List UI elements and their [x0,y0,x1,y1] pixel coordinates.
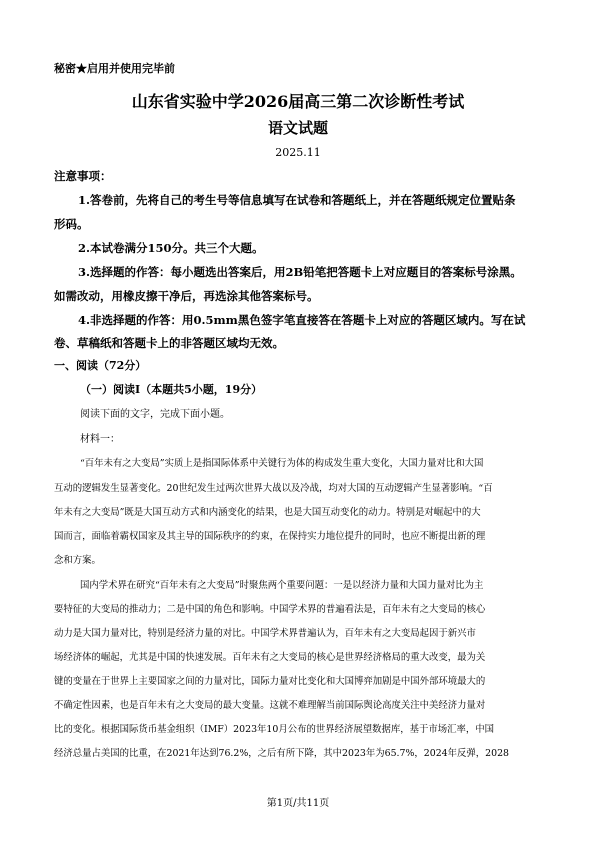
paragraph-line: 比的变化。根据国际货币基金组织（IMF）2023年10月公布的世界经济展望数据库，基于市场汇率，中国 [54,724,494,735]
note-line: 2.本试卷满分150分。共三个大题。 [78,241,264,255]
note-line: 4.非选择题的作答：用0.5mm黑色签字笔直接答在答题卡上对应的答题区域内。写在试 [78,313,526,327]
paragraph-line: 经济总量占美国的比重，在2021年达到76.2%，之后有所下降，其中2023年为65.7%，2024年反弹，2028 [54,748,510,759]
note-line: 如需改动，用橡皮擦干净后，再选涂其他答案标号。 [54,289,319,303]
paragraph-line: 年未有之大变局”既是大国互动方式和内涵变化的结果，也是大国互动变化的动力。特别是对崛起中的大 [54,507,481,518]
section-heading: 一、阅读（72分） [54,359,147,372]
paragraph-line: 国内学术界在研究“百年未有之大变局”时聚焦两个重要问题：一是以经济力量和大国力量对比为主 [80,580,484,591]
paragraph-line: 念和方案。 [54,555,101,566]
notes-heading: 注意事项： [54,169,112,183]
page-footer: 第1页/共11页 [266,798,330,809]
exam-date: 2025.11 [275,146,321,159]
paragraph-line: 互动的逻辑发生显著变化。20世纪发生过两次世界大战以及冷战，均对大国的互动逻辑产生显著影响。“百 [54,483,493,494]
subsection-heading: （一）阅读Ⅰ（本题共5小题，19分） [80,383,263,396]
paragraph-line: 不确定性因素，也是百年未有之大变局的最大变量。这就不难理解当前国际舆论高度关注中美经济力量对 [54,700,486,711]
secret-label: 秘密★启用并使用完毕前 [54,62,175,75]
instruction-text: 阅读下面的文字，完成下面小题。 [80,409,230,420]
note-line: 卷、草稿纸和答题卡上的非答题区域均无效。 [54,336,284,350]
paragraph-line: “百年未有之大变局”实质上是指国际体系中关键行为体的构成发生重大变化，大国力量对比和大国 [80,458,484,469]
exam-title: 山东省实验中学2026届高三第二次诊断性考试 [131,92,465,111]
material-label: 材料一： [80,434,120,445]
paragraph-line: 国而言，面临着霸权国家及其主导的国际秩序的约束，在保持实力地位提升的同时，也应不断提出新的理 [54,531,486,542]
note-line: 3.选择题的作答：每小题选出答案后，用2B铅笔把答题卡上对应题目的答案标号涂黑。 [78,265,522,279]
exam-subtitle: 语文试题 [267,119,328,137]
paragraph-line: 键的变量在于世界上主要国家之间的力量对比，国际力量对比变化和大国博弈加剧是中国外部环境最大的 [54,676,486,687]
note-line: 形码。 [54,217,89,231]
paragraph-line: 动力是大国力量对比，特别是经济力量的对比。中国学术界普遍认为，百年未有之大变局起因于新兴市 [54,628,476,639]
note-line: 1.答卷前，先将自己的考生号等信息填写在试卷和答题纸上，并在答题纸规定位置贴条 [78,193,516,207]
paragraph-line: 要特征的大变局的推动力；二是中国的角色和影响。中国学术界的普遍看法是，百年未有之大变局的核心 [54,604,486,615]
paragraph-line: 场经济体的崛起，尤其是中国的快速发展。百年未有之大变局的核心是世界经济格局的重大改变，最为关 [54,652,486,663]
